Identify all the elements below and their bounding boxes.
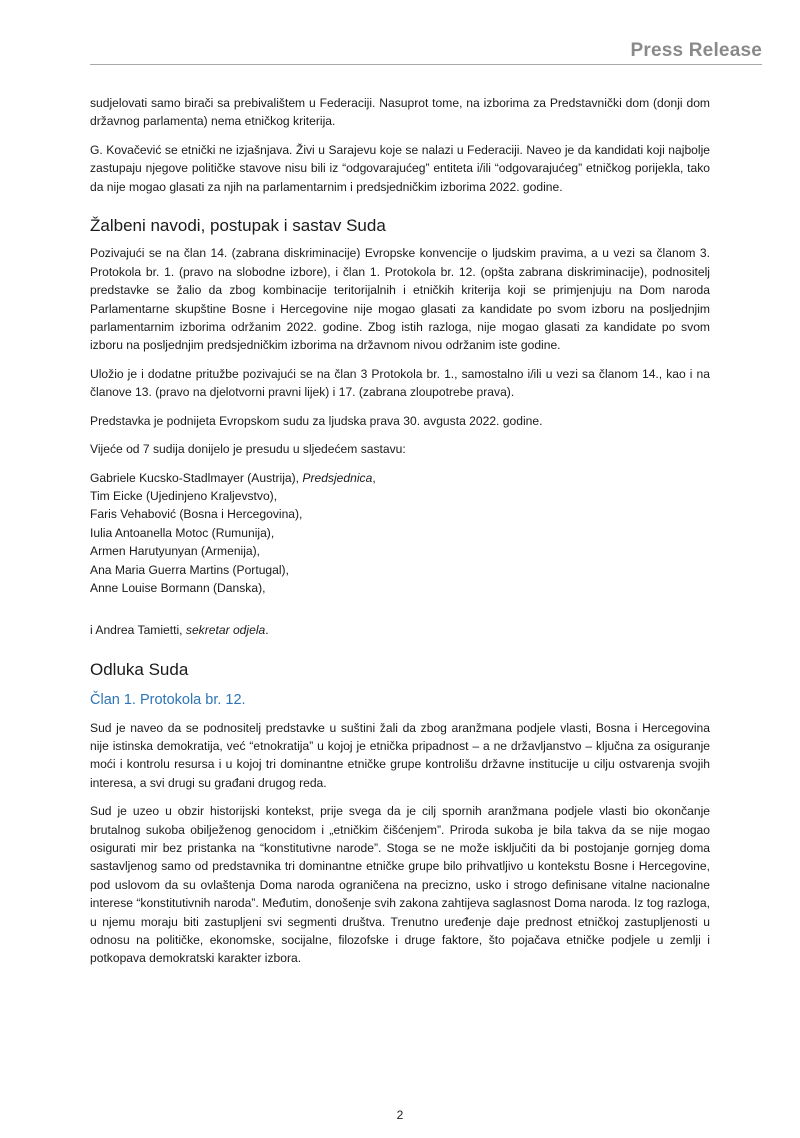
paragraph: G. Kovačević se etnički ne izjašnjava. Živi u Sarajevu koje se nalazi u Federaciji. Naveo je da kandidati koji najbolje zastupaju njegove političke stavove nisu bili iz “odgovarajućeg” entiteta i/ili “odgovarajućeg” etničkog porijekla, tako da nije mogao glasati za njih na parlamentarnim i predsjedničkim izborima 2022. godine. bbox=[90, 142, 710, 194]
header-divider bbox=[90, 64, 762, 65]
president-role: Predsjednica bbox=[302, 470, 373, 485]
page-number: 2 bbox=[396, 1108, 404, 1122]
paragraph: Predstavka je podnijeta Evropskom sudu za ljudska prava 30. avgusta 2022. godine. bbox=[90, 413, 543, 428]
registrar-role: sekretar odjela bbox=[185, 623, 266, 638]
judge-item: Iulia Antoanella Motoc (Rumunija), bbox=[90, 525, 275, 540]
paragraph: Vijeće od 7 sudija donijelo je presudu u sljedećem sastavu: bbox=[90, 442, 406, 457]
subheading-article: Član 1. Protokola br. 12. bbox=[90, 692, 246, 709]
press-release-title: Press Release bbox=[630, 40, 762, 61]
paragraph: Uložio je i dodatne pritužbe pozivajući se na član 3 Protokola br. 1., samostalno i/ili u vezi sa članom 14., kao i na članove 13. (pravo na djelotvorni pravni lijek) i 17. (zabrana zloupotrebe prava). bbox=[90, 366, 710, 400]
judge-item: Faris Vehabović (Bosna i Hercegovina), bbox=[90, 507, 303, 522]
paragraph: sudjelovati samo birači sa prebivalištem u Federaciji. Nasuprot tome, na izborima za Predstavnički dom (donji dom državnog parlamenta) nema etničkog kriterija. bbox=[90, 96, 710, 129]
paragraph: Sud je naveo da se podnositelj predstavke u suštini žali da zbog aranžmana podjele vlasti, Bosna i Hercegovina nije istinska demokratija, već “etnokratija” u kojoj je etnička pripadnost – a ne državljanstvo – ključna za osiguranje moći i kontrolu resursa i u kojoj tri dominantne etničke grupe kontrolišu državne institucije u cilju ostvarenja svojih interesa, a svi drugi su građani drugog reda. bbox=[90, 720, 710, 790]
registrar-line: i Andrea Tamietti, sekretar odjela. bbox=[90, 623, 269, 638]
document-body bbox=[90, 94, 710, 978]
judge-item: Armen Harutyunyan (Armenija), bbox=[90, 544, 261, 559]
judge-item: Anne Louise Bormann (Danska), bbox=[90, 580, 266, 595]
paragraph: Sud je uzeo u obzir historijski kontekst, prije svega da je cilj spornih aranžmana podjele vlasti bio okončanje brutalnog sukoba obilježenog genocidom i „etničkim čišćenjem”. Priroda sukoba je bila takva da se nije mogao osigurati mir bez pristanka na “konstitutivne narode”. Stoga se ne može isključiti da bi postojanje gornjeg doma sastavljenog samo od predstavnika tri dominantne etničke grupe bilo prihvatljivo u kontekstu Bosne i Hercegovine, pod uslovom da su ovlaštenja Doma naroda ograničena na precizno, usko i strogo definisane vitalne nacionalne interese “konstitutivnih naroda”. Međutim, donošenje svih zakona zahtijeva saglasnost Doma naroda. Iz tog razloga, u njemu moraju biti zastupljeni svi segmenti društva. Trenutno uređenje daje prednost etničkoj zastupljenosti u odnosu na političke, ekonomske, socijalne, filozofske i druge faktore, što pojačava etničke podjele u zemlji i potkopava demokratski karakter izbora. bbox=[90, 804, 710, 966]
judges-list bbox=[90, 469, 710, 598]
judge-item: Gabriele Kucsko-Stadlmayer (Austrija), Predsjednica, bbox=[90, 470, 376, 485]
section-heading-complaints: Žalbeni navodi, postupak i sastav Suda bbox=[90, 216, 386, 236]
paragraph: Pozivajući se na član 14. (zabrana diskriminacije) Evropske konvencije o ljudskim pravima, a u vezi sa članom 3. Protokola br. 1. (pravo na slobodne izbore), i član 1. Protokola br. 12. (opšta zabrana diskriminacije), podnositelj predstavke se žalio da zbog kombinacije teritorijalnih i etničkih kriterija koji se primjenjuju na Dom naroda Parlamentarne skupštine Bosne i Hercegovine nije mogao glasati za kandidate po svom izboru na posljednjim parlamentarnim izborima održanim 2022. godine. Zbog istih razloga, nije mogao glasati za kandidate po svom izboru na posljednjim predsjedničkim izborima na državnom nivou održanim iste godine. bbox=[90, 246, 710, 353]
judge-item: Tim Eicke (Ujedinjeno Kraljevstvo), bbox=[90, 488, 278, 503]
judge-item: Ana Maria Guerra Martins (Portugal), bbox=[90, 562, 289, 577]
section-heading-decision: Odluka Suda bbox=[90, 659, 189, 679]
page-header bbox=[0, 0, 800, 70]
